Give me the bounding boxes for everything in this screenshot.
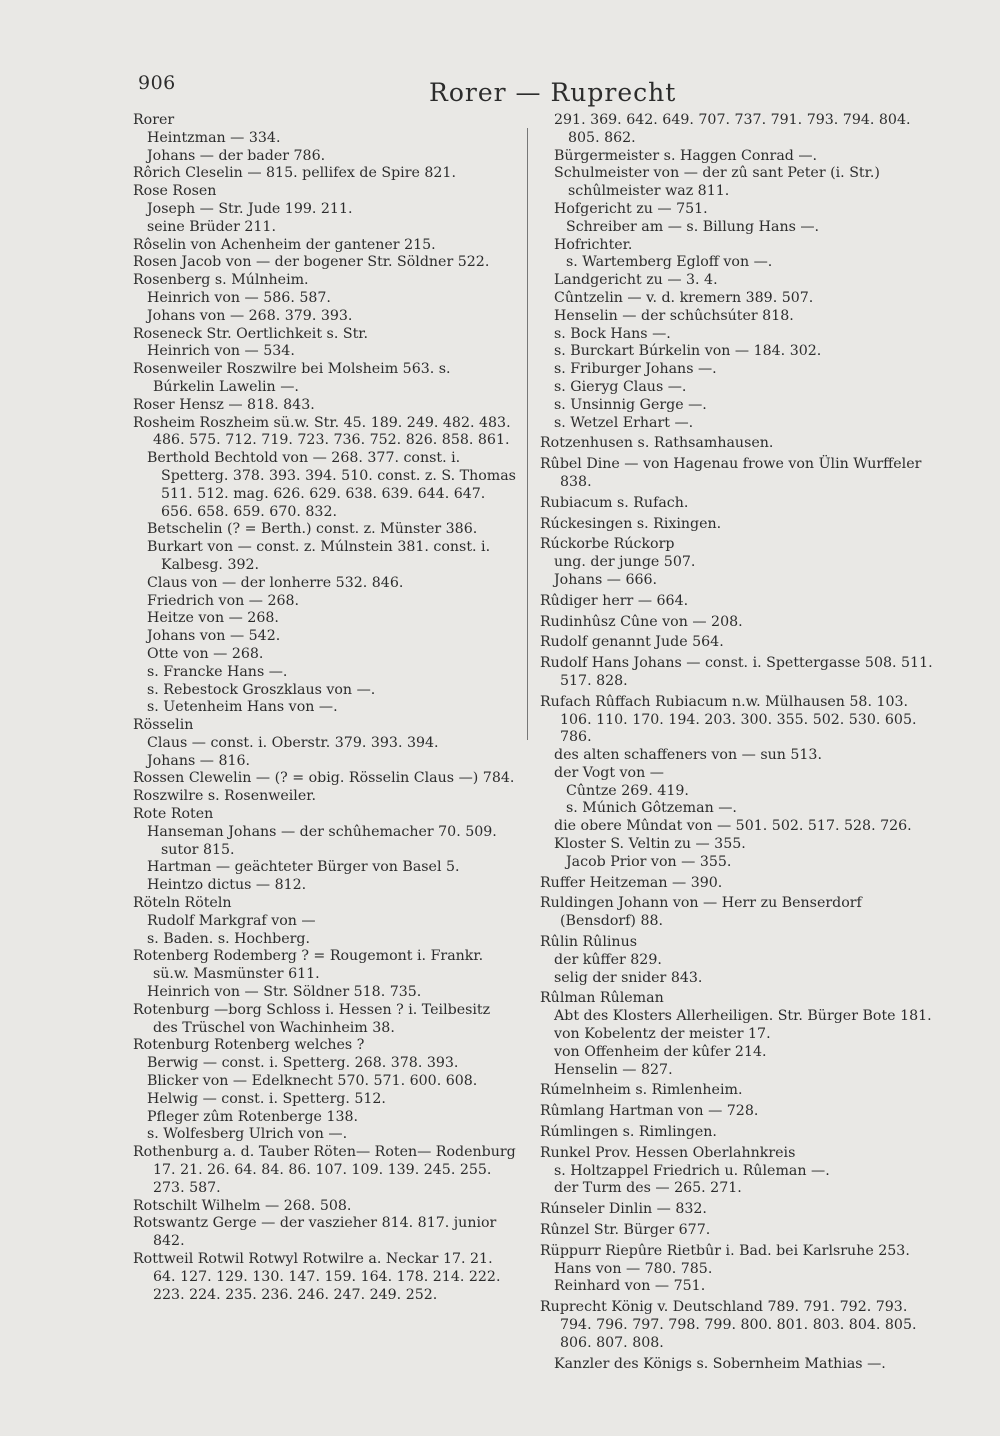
index-entry: Rubiacum s. Rufach.: [540, 494, 689, 511]
index-entry: Runkel Prov. Hessen Oberlahnkreis: [540, 1144, 796, 1161]
index-entry: Rûnzel Str. Bürger 677.: [540, 1222, 711, 1239]
index-subentry: 291. 369. 642. 649. 707. 737. 791. 793. 794. 804. 805. 862.: [554, 112, 911, 146]
index-subentry: Johans — 816.: [147, 752, 251, 769]
index-subentry: Johans — der bader 786.: [147, 147, 326, 164]
index-subentry: s. Baden. s. Hochberg.: [147, 930, 310, 947]
index-subentry: seine Brüder 211.: [147, 218, 276, 235]
index-entry: Rôselin von Achenheim der gantener 215.: [133, 236, 436, 253]
index-subentry: Hartman — geächteter Bürger von Basel 5.: [147, 859, 460, 876]
index-entry: Rote Roten: [133, 806, 214, 823]
index-entry: Rotenburg —borg Schloss i. Hessen ? i. Teilbesitz des Trüschel von Wachinheim 38.: [133, 1001, 491, 1036]
index-subentry: selig der snider 843.: [554, 969, 703, 986]
index-subentry: s. Unsinnig Gerge —.: [554, 396, 707, 413]
index-entry: Rôrich Cleselin — 815. pellifex de Spire 821.: [133, 165, 456, 182]
index-subentry: Pfleger zûm Rotenberge 138.: [147, 1108, 359, 1125]
index-subentry: Hofrichter.: [554, 236, 633, 253]
index-subentry: Heinrich von — Str. Söldner 518. 735.: [147, 984, 422, 1001]
index-subentry: Johans von — 268. 379. 393.: [147, 307, 353, 324]
index-subentry: s. Rebestock Groszklaus von —.: [147, 681, 376, 698]
index-subentry: Heitze von — 268.: [147, 610, 279, 627]
index-subentry: Johans — 666.: [554, 571, 658, 588]
index-subentry: s. Gieryg Claus —.: [554, 378, 687, 395]
index-entry: Roser Hensz — 818. 843.: [133, 396, 315, 413]
index-entry: Rudolf genannt Jude 564.: [540, 634, 724, 651]
index-entry: Rottweil Rotwil Rotwyl Rotwilre a. Neckar 17. 21. 64. 127. 129. 130. 147. 159. 164. 178. 214. 222. 223. 224. 235. 236. 246. 247. 249. 252.: [133, 1251, 501, 1303]
index-entry: Rossen Clewelin — (? = obig. Rösselin Claus —) 784.: [133, 770, 515, 787]
index-entry: Rüppurr Riepûre Rietbûr i. Bad. bei Karlsruhe 253.: [540, 1242, 910, 1259]
index-subentry: Kloster S. Veltin zu — 355.: [554, 836, 746, 853]
index-subentry: Schulmeister von — der zû sant Peter (i. Str.) schûlmeister waz 811.: [554, 165, 880, 200]
index-entry: Röteln Röteln: [133, 895, 232, 912]
column-divider: [527, 128, 528, 740]
index-entry: Ruldingen Johann von — Herr zu Benserdorf (Bensdorf) 88.: [540, 895, 862, 930]
index-subentry: Hanseman Johans — der schûhemacher 70. 509. sutor 815.: [147, 823, 497, 858]
index-subentry: Blicker von — Edelknecht 570. 571. 600. 608.: [147, 1073, 478, 1090]
index-subentry: s. Múnich Gôtzeman —.: [566, 800, 737, 817]
index-subentry: der kûffer 829.: [554, 951, 662, 968]
index-subentry: s. Friburger Johans —.: [554, 361, 717, 378]
index-subentry: Bürgermeister s. Haggen Conrad —.: [554, 147, 818, 164]
index-subentry: Cûntze 269. 419.: [566, 782, 689, 799]
index-subentry: s. Wartemberg Egloff von —.: [566, 254, 773, 271]
index-entry: Rose Rosen: [133, 183, 217, 200]
index-subentry: s. Wolfesberg Ulrich von —.: [147, 1126, 348, 1143]
index-subentry: Claus — const. i. Oberstr. 379. 393. 394.: [147, 734, 439, 751]
index-entry: Rosheim Roszheim sü.w. Str. 45. 189. 249. 482. 483. 486. 575. 712. 719. 723. 736. 752. 826. 858. 861.: [133, 414, 511, 449]
index-subentry: Claus von — der lonherre 532. 846.: [147, 574, 404, 591]
index-subentry: ung. der junge 507.: [554, 554, 696, 571]
index-subentry: Friedrich von — 268.: [147, 592, 300, 609]
index-subentry: Joseph — Str. Jude 199. 211.: [147, 200, 353, 217]
index-subentry: Heinrich von — 586. 587.: [147, 289, 331, 306]
index-entry: Rûdiger herr — 664.: [540, 592, 689, 609]
index-entry: Rotzenhusen s. Rathsamhausen.: [540, 435, 774, 452]
index-entry: Rosenweiler Roszwilre bei Molsheim 563. s. Búrkelin Lawelin —.: [133, 361, 451, 395]
index-entry: Rúckesingen s. Rixingen.: [540, 515, 722, 532]
index-entry: Rosenberg s. Múlnheim.: [133, 272, 309, 289]
index-entry: Rothenburg a. d. Tauber Röten— Roten— Rodenburg 17. 21. 26. 64. 84. 86. 107. 109. 139. 245. 255. 273. 587.: [133, 1144, 516, 1196]
index-subentry: Heintzman — 334.: [147, 129, 281, 146]
index-entry: Ruffer Heitzeman — 390.: [540, 874, 723, 891]
index-subentry: Berwig — const. i. Spetterg. 268. 378. 393.: [147, 1055, 459, 1072]
index-subentry: Rudolf Markgraf von —: [147, 912, 316, 929]
index-entry: Rotenberg Rodemberg ? = Rougemont i. Frankr. sü.w. Masmünster 611.: [133, 948, 484, 983]
index-subentry: die obere Mûndat von — 501. 502. 517. 528. 726.: [554, 818, 912, 835]
index-subentry: Betschelin (? = Berth.) const. z. Münster 386.: [147, 521, 478, 538]
page-number: 906: [138, 72, 176, 94]
index-subentry: Henselin — der schûchsúter 818.: [554, 307, 794, 324]
index-entry: Rúnseler Dinlin — 832.: [540, 1201, 707, 1218]
index-subentry: der Vogt von —: [554, 764, 664, 781]
index-entry: Rotschilt Wilhelm — 268. 508.: [133, 1197, 352, 1214]
index-entry: Rûbel Dine — von Hagenau frowe von Ülin Wurffeler 838.: [540, 456, 922, 490]
index-entry: Roseneck Str. Oertlichkeit s. Str.: [133, 325, 369, 342]
index-entry: Rudinhûsz Cûne von — 208.: [540, 613, 743, 630]
index-subentry: Reinhard von — 751.: [554, 1278, 706, 1295]
index-entry: Rûmlang Hartman von — 728.: [540, 1103, 759, 1120]
index-subentry: Jacob Prior von — 355.: [566, 853, 732, 870]
index-subentry: Henselin — 827.: [554, 1061, 673, 1078]
running-head: Rorer — Ruprecht: [429, 78, 677, 107]
index-entry: Rudolf Hans Johans — const. i. Spettergasse 508. 511. 517. 828.: [540, 655, 933, 689]
index-entry: Rúmlingen s. Rimlingen.: [540, 1124, 717, 1141]
left-column: [133, 112, 516, 1304]
index-entry: Rúckorbe Rúckorp: [540, 536, 675, 553]
index-entry: Ruprecht König v. Deutschland 789. 791. 792. 793. 794. 796. 797. 798. 799. 800. 801. 803. 804. 805. 806. 807. 808.: [540, 1299, 917, 1351]
index-subentry: Heinrich von — 534.: [147, 343, 295, 360]
index-subentry: Cûntzelin — v. d. kremern 389. 507.: [554, 289, 814, 306]
index-subentry: der Turm des — 265. 271.: [554, 1180, 742, 1197]
index-subentry: s. Holtzappel Friedrich u. Rûleman —.: [554, 1162, 830, 1179]
index-entry: Rûlin Rûlinus: [540, 934, 637, 951]
index-entry: Rufach Rûffach Rubiacum n.w. Mülhausen 58. 103. 106. 110. 170. 194. 203. 300. 355. 502. 530. 605. 786.: [540, 693, 917, 746]
index-entry: Rotswantz Gerge — der vaszieher 814. 817. junior 842.: [133, 1215, 497, 1250]
index-subentry: von Kobelentz der meister 17.: [554, 1026, 771, 1043]
index-subentry: Otte von — 268.: [147, 645, 264, 662]
index-subentry: von Offenheim der kûfer 214.: [554, 1043, 767, 1060]
index-subentry: s. Burckart Búrkelin von — 184. 302.: [554, 343, 822, 360]
index-subentry: Abt des Klosters Allerheiligen. Str. Bürger Bote 181.: [554, 1008, 932, 1025]
index-entry: Rosen Jacob von — der bogener Str. Söldner 522.: [133, 254, 490, 271]
index-subentry: s. Uetenheim Hans von —.: [147, 699, 338, 716]
index-entry: Rotenburg Rotenberg welches ?: [133, 1037, 365, 1054]
index-entry: Roszwilre s. Rosenweiler.: [133, 788, 316, 805]
index-subentry: Burkart von — const. z. Múlnstein 381. const. i. Kalbesg. 392.: [147, 539, 491, 573]
index-subentry: Landgericht zu — 3. 4.: [554, 272, 718, 289]
index-entry: Rúmelnheim s. Rimlenheim.: [540, 1082, 743, 1099]
index-subentry: Heintzo dictus — 812.: [147, 877, 307, 894]
index-subentry: Hans von — 780. 785.: [554, 1260, 713, 1277]
index-entry: Rösselin: [133, 717, 194, 734]
index-subentry: Berthold Bechtold von — 268. 377. const. i. Spetterg. 378. 393. 394. 510. const. z. S. Thomas 511. 512. mag. 626. 629. 638. 639. 644. 647. 656. 658. 659. 670. 832.: [147, 450, 516, 520]
index-subentry: Johans von — 542.: [147, 628, 281, 645]
index-subentry: s. Francke Hans —.: [147, 663, 288, 680]
index-entry: Rûlman Rûleman: [540, 990, 664, 1007]
index-subentry: Helwig — const. i. Spetterg. 512.: [147, 1090, 386, 1107]
index-subentry: Schreiber am — s. Billung Hans —.: [566, 218, 820, 235]
right-column: [540, 112, 935, 1373]
index-subentry: Hofgericht zu — 751.: [554, 200, 708, 217]
index-subentry: des alten schaffeners von — sun 513.: [554, 747, 822, 764]
index-subentry: Kanzler des Königs s. Sobernheim Mathias —.: [554, 1355, 886, 1372]
index-subentry: s. Bock Hans —.: [554, 325, 671, 342]
index-entry: Rorer: [133, 112, 175, 128]
index-subentry: s. Wetzel Erhart —.: [554, 414, 694, 431]
